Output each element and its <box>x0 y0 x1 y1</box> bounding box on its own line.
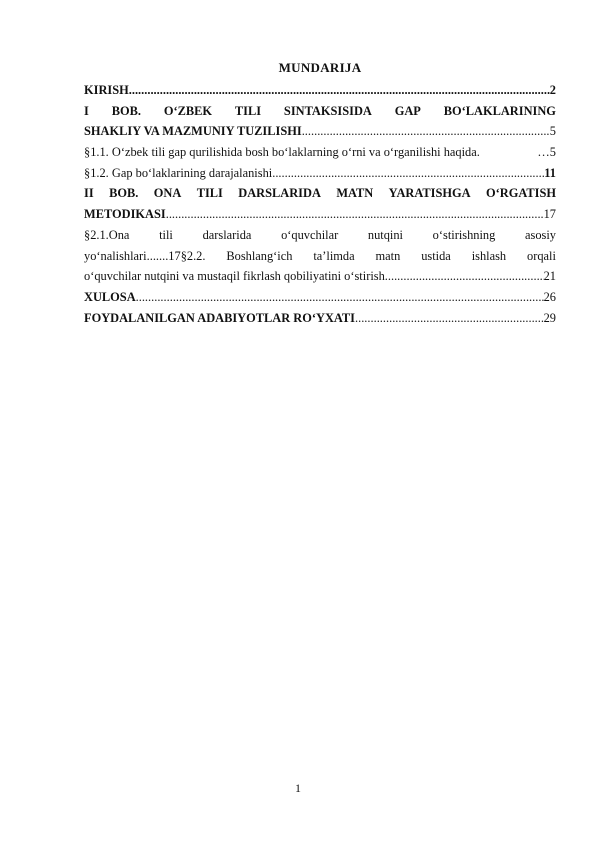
heading-word: ONA <box>153 186 182 201</box>
toc-entry-label: FOYDALANILGAN ADABIYOTLAR RO‘YXATI ..... <box>84 308 544 329</box>
text-word: nutqini <box>367 227 403 242</box>
toc-entry-section-1-2[interactable] <box>84 163 556 184</box>
toc-entry-label: §1.2. Gap bo‘laklarining darajalanishi ..... <box>84 163 544 184</box>
toc-entry-label: SHAKLIY VA MAZMUNIY TUZILISHI ..... <box>84 121 550 142</box>
text-word: Boshlang‘ich <box>226 248 293 263</box>
toc-entry-kirish[interactable] <box>84 80 556 101</box>
heading-word: BO‘LAKLARINING <box>443 103 556 118</box>
heading-word: MATN <box>336 186 374 201</box>
heading-word: I <box>84 103 89 118</box>
heading-word: TILI <box>234 103 262 118</box>
heading-word: II <box>84 186 94 201</box>
toc-entry-page: 11 <box>544 165 556 180</box>
toc-entry-bob1-heading[interactable] <box>84 101 556 122</box>
heading-word: TILI <box>196 186 223 201</box>
text-word: asosiy <box>525 227 556 242</box>
text-word: yo‘nalishlari.......17§2.2. <box>84 248 206 263</box>
toc-entry-label: §1.1. O‘zbek tili gap qurilishida bosh bo‘laklarning o‘rni va o‘rganilishi haqida. <box>84 145 480 160</box>
heading-word: GAP <box>394 103 421 118</box>
toc-entry-page: 29 <box>543 310 556 325</box>
toc-entry-page: 5 <box>549 124 556 139</box>
toc-entry-section-2-1-line2[interactable] <box>84 246 556 267</box>
toc-entry-page: 26 <box>543 289 556 304</box>
toc-entry-section-2-1-line1[interactable] <box>84 225 556 246</box>
heading-word: DARSLARIDA <box>238 186 321 201</box>
heading-word: SINTAKSISIDA <box>283 103 372 118</box>
text-word: ta’limda <box>313 248 355 263</box>
toc-entry-foydalanilgan[interactable] <box>84 308 556 329</box>
text-word: §2.1.Ona <box>84 227 130 242</box>
toc-entry-label: KIRISH ..... <box>84 80 550 101</box>
page-number: 1 <box>295 781 301 795</box>
text-word: orqali <box>527 248 556 263</box>
toc-entry-bob1-subtitle[interactable] <box>84 121 556 142</box>
toc-entry-bob2-heading[interactable] <box>84 183 556 204</box>
toc-entry-section-1-1[interactable] <box>84 142 556 163</box>
text-word: darslarida <box>202 227 252 242</box>
toc-entry-bob2-subtitle[interactable] <box>84 204 556 225</box>
toc-entry-section-2-2[interactable] <box>84 266 556 287</box>
heading-word: YARATISHGA <box>388 186 471 201</box>
text-word: ustida <box>421 248 451 263</box>
text-word: ishlash <box>471 248 507 263</box>
page-title: MUNDARIJA <box>278 60 362 75</box>
toc-entry-label: XULOSA ..... <box>84 287 544 308</box>
toc-entry-page: …5 <box>537 145 556 160</box>
text-word: o‘quvchilar <box>281 227 339 242</box>
text-word: matn <box>375 248 401 263</box>
toc-entry-page: 21 <box>543 269 556 284</box>
heading-word: O‘RGATISH <box>486 186 556 201</box>
table-of-contents <box>84 80 556 328</box>
toc-entry-label: METODIKASI ..... <box>84 204 544 225</box>
text-word: o‘stirishning <box>432 227 496 242</box>
toc-entry-page: 2 <box>549 83 556 97</box>
toc-entry-xulosa[interactable] <box>84 287 556 308</box>
toc-entry-label: o‘quvchilar nutqini va mustaqil fikrlash qobiliyatini o‘stirish ..... <box>84 266 544 287</box>
toc-entry-page: 17 <box>543 207 556 222</box>
heading-word: BOB. <box>109 186 139 201</box>
text-word: tili <box>159 227 173 242</box>
heading-word: BOB. <box>111 103 141 118</box>
heading-word: O‘ZBEK <box>163 103 213 118</box>
